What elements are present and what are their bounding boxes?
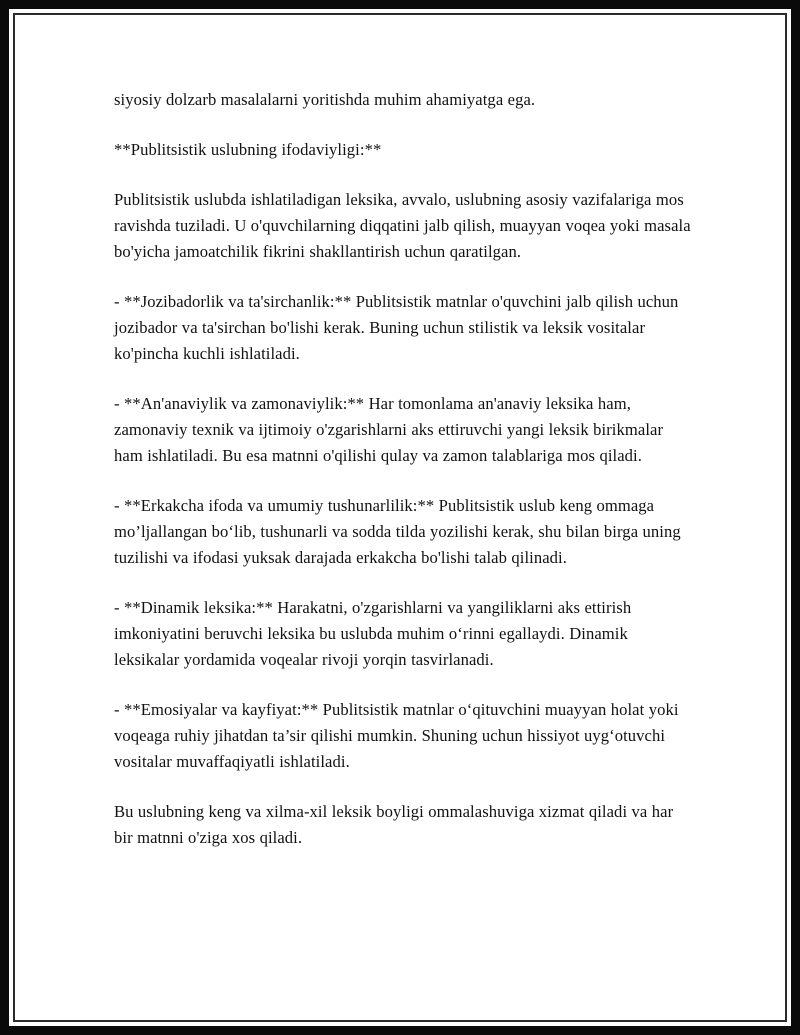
paragraph-bullet-jozibadorlik: - **Jozibadorlik va ta'sirchanlik:** Publitsistik matnlar o'quvchini jalb qilish uchun jozibador va ta'sirchan bo'lishi kerak. Buning uchun stilistik va leksik vositalar ko'pincha kuchli ishlatiladi. (114, 292, 679, 363)
paragraph-bullet-erkakcha-ifoda: - **Erkakcha ifoda va umumiy tushunarlilik:** Publitsistik uslub keng ommaga mo’ljallangan bo‘lib, tushunarli va sodda tilda yozilishi kerak, shu bilan birga uning tuzilishi va ifodasi yuksak darajada erkakcha bo'lishi talab qilinadi. (114, 496, 681, 567)
paragraph-continued-sentence: siyosiy dolzarb masalalarni yoritishda muhim ahamiyatga ega. (114, 90, 536, 109)
paragraph-bullet-emosiyalar: - **Emosiyalar va kayfiyat:** Publitsistik matnlar o‘qituvchini muayyan holat yoki voqeaga ruhiy jihatdan ta’sir qilishi mumkin. Shuning uchun hissiyot uyg‘otuvchi vositalar muvaffaqiyatli ishlatiladi. (114, 700, 679, 771)
paragraph-bullet-dinamik-leksika: - **Dinamik leksika:** Harakatni, o'zgarishlarni va yangiliklarni aks ettirish imkoniyatini beruvchi leksika bu uslubda muhim o‘rinni egallaydi. Dinamik leksikalar yordamida voqealar rivoji yorqin tasvirlanadi. (114, 598, 632, 669)
page-frame-inner-rule (13, 13, 787, 1022)
paragraph-bullet-ananaviylik: - **An'anaviylik va zamonaviylik:** Har tomonlama an'anaviy leksika ham, zamonaviy texnik va ijtimoiy o'zgarishlarni aks ettiruvchi yangi leksik birikmalar ham ishlatiladi. Bu esa matnni o'qilishi qulay va zamon talablariga mos qiladi. (114, 394, 664, 465)
paragraph-heading-ifodaviyligi: **Publitsistik uslubning ifodaviyligi:** (114, 140, 382, 159)
document-page (15, 15, 785, 1020)
paragraph-conclusion: Bu uslubning keng va xilma-xil leksik boyligi ommalashuviga xizmat qiladi va har bir matnni o'ziga xos qiladi. (114, 802, 674, 847)
page-frame-gap (9, 9, 791, 1026)
document-text-column (114, 87, 692, 851)
paragraph-intro-leksika: Publitsistik uslubda ishlatiladigan leksika, avvalo, uslubning asosiy vazifalariga mos ravishda tuziladi. U o'quvchilarning diqqatini jalb qilish, muayyan voqea yoki masala bo'yicha jamoatchilik fikrini shakllantirish uchun qaratilgan. (114, 190, 691, 261)
